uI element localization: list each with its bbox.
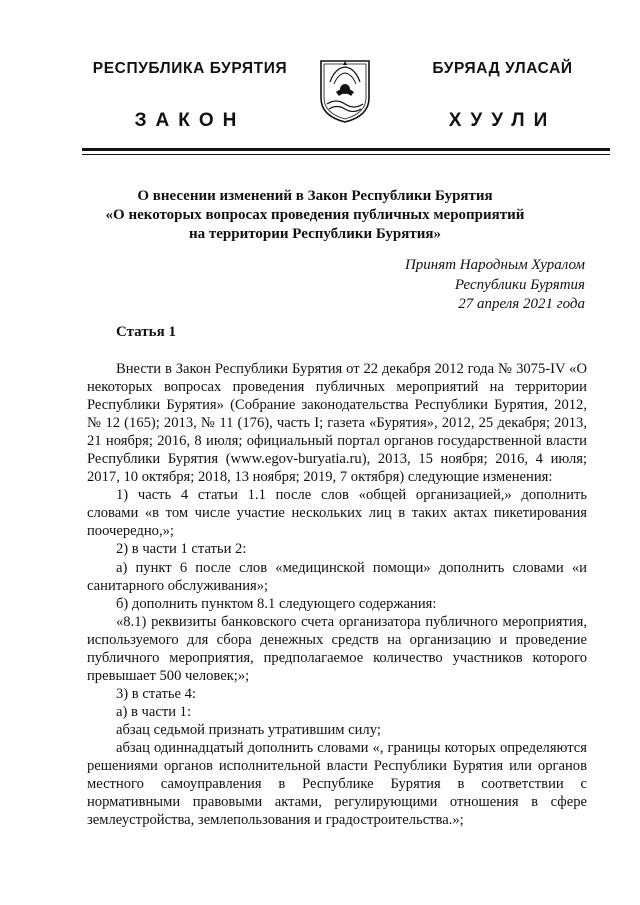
- header-right: [420, 60, 585, 132]
- article-heading: Статья 1: [116, 324, 176, 340]
- law-title: [100, 187, 530, 244]
- article-paragraph: а) пункт 6 после слов «медицинской помощи» дополнить словами «и санитарного обслуживания»;: [87, 559, 587, 594]
- article-paragraph: б) дополнить пунктом 8.1 следующего содержания:: [116, 595, 437, 612]
- article-paragraph: 1) часть 4 статьи 1.1 после слов «общей организацией,» дополнить словами «в том числе участие нескольких лиц в таких актах пикетирования поочередно,»;: [87, 487, 587, 540]
- adoption-note: [300, 256, 585, 315]
- header-left-law: ЗАКОН: [134, 110, 246, 131]
- header-left-republic: РЕСПУБЛИКА БУРЯТИЯ: [92, 60, 288, 77]
- article-paragraph: Внести в Закон Республики Бурятия от 22 декабря 2012 года № 3075-IV «О некоторых вопросах проведения публичных мероприятий на территории Республики Бурятия» (Собрание законодательства Республики Бурятия, 2012, № 12 (165); 2013, № 11 (176), часть I; газета «Бурятия», 2012, 25 декабря; 2013, 21 ноября; 2016, 8 июля; официальный портал органов государственной власти Республики Бурятия (www.egov-buryatia.ru), 2013, 15 ноября; 2016, 4 июля; 2017, 10 октября; 2018, 13 ноября; 2019, 7 октября) следующие изменения:: [87, 361, 587, 486]
- article-paragraph: 3) в статье 4:: [116, 685, 196, 702]
- adoption-line: Принят Народным Хуралом: [404, 257, 585, 273]
- adoption-date: 27 апреля 2021 года: [458, 296, 585, 312]
- article-body: [87, 360, 587, 829]
- header-divider-thin: [82, 154, 610, 155]
- article-paragraph: абзац одиннадцатый дополнить словами «, границы которых определяются решениями органов исполнительной власти Республики Бурятия или органов местного самоуправления в Республике Бурятия в соответствии с нормативными правовыми актами, регулирующими отношения в сфере землеустройства, землепользования и градостроительства.»;: [87, 739, 587, 829]
- law-title-line: на территории Республики Бурятия»: [188, 226, 442, 242]
- header-divider-thick: [82, 148, 610, 151]
- article-paragraph: а) в части 1:: [116, 703, 192, 720]
- adoption-line: Республики Бурятия: [454, 276, 585, 293]
- article-paragraph: абзац седьмой признать утратившим силу;: [116, 721, 381, 738]
- header-right-republic: БУРЯАД УЛАСАЙ: [432, 60, 573, 77]
- law-title-line: О внесении изменений в Закон Республики Бурятия: [137, 188, 493, 204]
- coat-of-arms-icon: [318, 58, 372, 124]
- header-right-law: ХУУЛИ: [448, 110, 557, 131]
- article-paragraph: «8.1) реквизиты банковского счета организатора публичного мероприятия, используемого для сбора денежных средств на организацию и проведение публичного мероприятия, предполагаемое количество участников которого превышает 500 человек;»;: [87, 613, 587, 684]
- article-paragraph: 2) в части 1 статьи 2:: [116, 541, 247, 558]
- header-left: [90, 60, 290, 132]
- law-title-line: «О некоторых вопросах проведения публичных мероприятий: [105, 207, 525, 223]
